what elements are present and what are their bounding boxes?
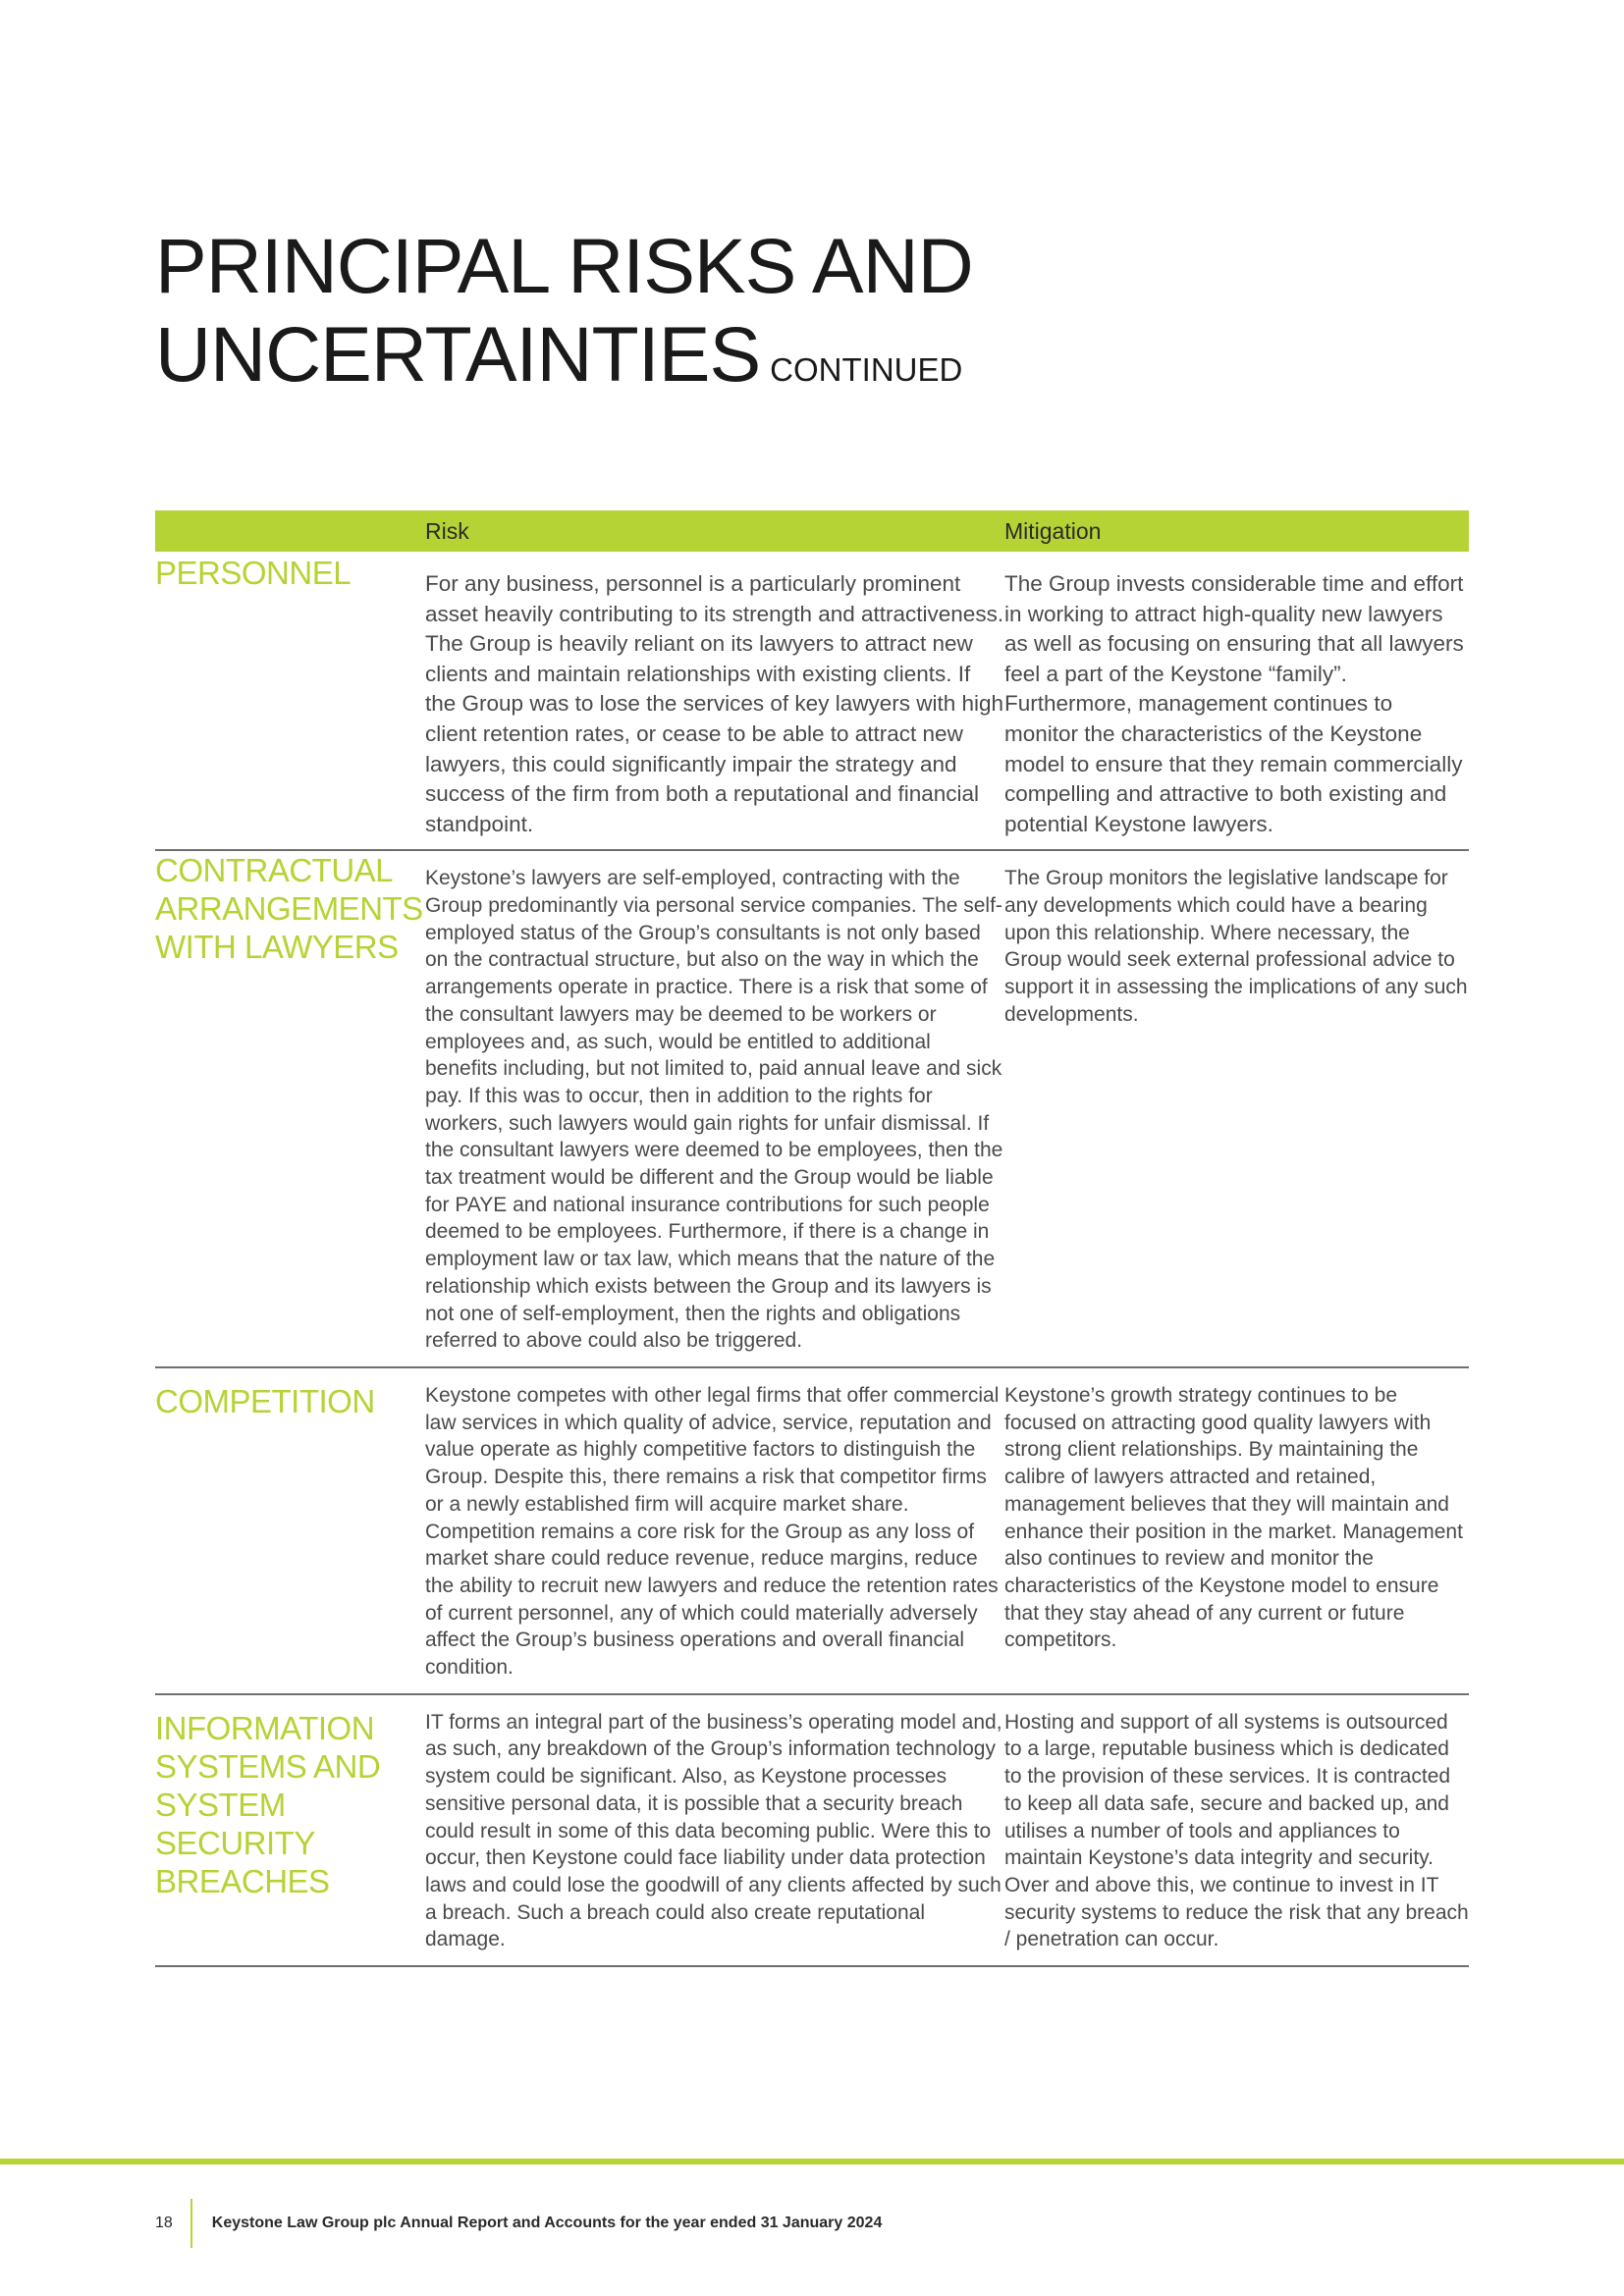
risk-description: Keystone’s lawyers are self-employed, contracting with the Group predominantly via personal service companies. The self-employed status of the Group’s consultants is not only based on the contractual structure, but also on the way in which the arrangements operate in practice. There is a risk that some of the consultant lawyers may be deemed to be workers or employees and, as such, would be entitled to additional benefits including, but not limited to, paid annual leave and sick pay. If this was to occur, then in addition to the rights for workers, such lawyers would gain rights for unfair dismissal. If the consultant lawyers were deemed to be employees, then the tax treatment would be different and the Group would be liable for PAYE and national insurance contributions for such people deemed to be employees. Furthermore, if there is a change in employment law or tax law, which means that the nature of the relationship which exists between the Group and its lawyers is not one of self-employment, then the rights and obligations referred to above could also be triggered. [425, 850, 1004, 1367]
risk-category: COMPETITION [155, 1367, 425, 1694]
page-title [155, 222, 1333, 414]
page-title-line-2 [155, 310, 1333, 414]
mitigation-description: The Group monitors the legislative landscape for any developments which could have a bearing upon this relationship. Where necessary, the Group would seek external professional advice to support it in assessing the implications of any such developments. [1004, 850, 1469, 1367]
header-category [155, 510, 425, 552]
header-mitigation: Mitigation [1004, 510, 1469, 552]
table-row [155, 1694, 1469, 1966]
risk-category: PERSONNEL [155, 552, 425, 850]
risk-description: IT forms an integral part of the business’s operating model and, as such, any breakdown of the Group’s information technology system could be significant. Also, as Keystone processes sensitive personal data, it is possible that a security breach could result in some of this data becoming public. Were this to occur, then Keystone could face liability under data protection laws and could lose the goodwill of any clients affected by such a breach. Such a breach could also create reputational damage. [425, 1694, 1004, 1966]
risk-table-header [155, 510, 1469, 552]
page-footer [155, 2199, 882, 2248]
report-name: Keystone Law Group plc Annual Report and Accounts for the year ended 31 January 2024 [211, 2215, 883, 2231]
mitigation-description: Keystone’s growth strategy continues to be focused on attracting good quality lawyers with strong client relationships. By maintaining the calibre of lawyers attracted and retained, management believes that they will maintain and enhance their position in the market. Management also continues to review and monitor the characteristics of the Keystone model to ensure that they stay ahead of any current or future competitors. [1004, 1367, 1469, 1694]
risk-category: INFORMATION SYSTEMS AND SYSTEM SECURITY BREACHES [155, 1694, 425, 1966]
risk-description: For any business, personnel is a particularly prominent asset heavily contributing to its strength and attractiveness. The Group is heavily reliant on its lawyers to attract new clients and maintain relationships with existing clients. If the Group was to lose the services of key lawyers with high client retention rates, or cease to be able to attract new lawyers, this could significantly impair the strategy and success of the firm from both a reputational and financial standpoint. [425, 552, 1004, 850]
footer-divider [0, 2159, 1624, 2164]
page-title-suffix: CONTINUED [770, 351, 963, 388]
header-risk: Risk [425, 510, 1004, 552]
page-title-line-1: PRINCIPAL RISKS AND [155, 222, 973, 309]
risk-description: Keystone competes with other legal firms that offer commercial law services in which quality of advice, service, reputation and value operate as highly competitive factors to distinguish the Group. Despite this, there remains a risk that competitor firms or a newly established firm will acquire market share. Competition remains a core risk for the Group as any loss of market share could reduce revenue, reduce margins, reduce the ability to recruit new lawyers and reduce the retention rates of current personnel, any of which could materially adversely affect the Group’s business operations and overall financial condition. [425, 1367, 1004, 1694]
table-row [155, 850, 1469, 1367]
header-row [155, 510, 1469, 552]
page-title-main: UNCERTAINTIES [155, 310, 761, 398]
risk-table-body [155, 552, 1469, 1966]
risk-table [155, 510, 1469, 1967]
mitigation-description: The Group invests considerable time and effort in working to attract high-quality new lawyers as well as focusing on ensuring that all lawyers feel a part of the Keystone “family”. Furthermore, management continues to monitor the characteristics of the Keystone model to ensure that they remain commercially compelling and attractive to both existing and potential Keystone lawyers. [1004, 552, 1469, 850]
mitigation-description: Hosting and support of all systems is outsourced to a large, reputable business which is dedicated to the provision of these services. It is contracted to keep all data safe, secure and backed up, and utilises a number of tools and appliances to maintain Keystone’s data integrity and security. Over and above this, we continue to invest in IT security systems to reduce the risk that any breach / penetration can occur. [1004, 1694, 1469, 1966]
page-number: 18 [155, 2199, 192, 2248]
risk-category: CONTRACTUAL ARRANGEMENTS WITH LAWYERS [155, 850, 425, 1367]
table-row [155, 1367, 1469, 1694]
table-row [155, 552, 1469, 850]
